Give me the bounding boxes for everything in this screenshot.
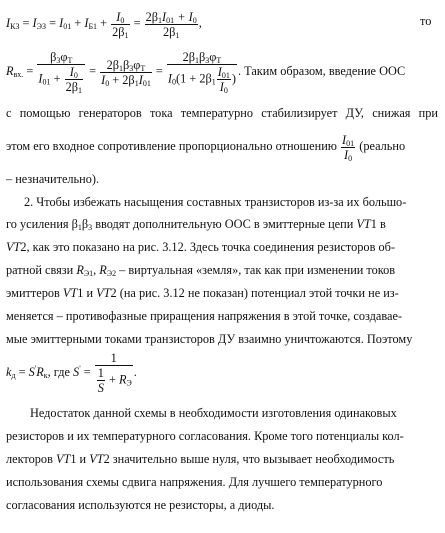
eq1-eq: = (19, 16, 33, 30)
eq1-frac1-den: 2β (112, 24, 125, 39)
p2-l3-vt2: VT (6, 240, 21, 254)
para2-line2 (6, 217, 438, 232)
eq3-num: 1 (110, 351, 117, 366)
eq1-t4: I (84, 16, 89, 30)
p2-l2-a: го усиления β (6, 217, 78, 231)
eq2-f1-num: β (50, 50, 57, 65)
equation-input-current (6, 6, 438, 40)
p2-l4-c: – виртуальная «земля», так как при изменении токов (116, 263, 396, 277)
eq2-f3-num-c-sub: T (216, 56, 222, 66)
p2-l3-a: 2, как это показано на рис. 3.12. Здесь точка соединения резисторов об- (20, 240, 395, 254)
eq3-inner-den: S (97, 381, 104, 396)
p2-l5-b: 1 и (77, 286, 97, 300)
eq2-f1-num-sub: 3 (56, 56, 61, 66)
eq3-k-sub: д (11, 371, 16, 380)
eq2-f3-num-c: φ (209, 50, 217, 65)
eq1-plus2: + (97, 16, 111, 30)
eq1-frac2-num: 2β (145, 9, 159, 24)
eq2-f1-inner-num: I (69, 65, 74, 80)
p2-l4-r2-sub: Э2 (106, 269, 117, 278)
eq3-eq: = (15, 365, 29, 379)
eq1-frac2-num-b-sub: 01 (166, 15, 175, 25)
eq2-frac1 (37, 50, 85, 94)
eq1-plus: + (71, 16, 85, 30)
eq2-f2-num-b-sub: 3 (129, 63, 134, 73)
line4-frac-num-sub: 01 (346, 138, 355, 148)
eq2-f1-num-b-sub: T (67, 56, 73, 66)
eq2-f1-den-plus: + (50, 71, 64, 86)
eq2-f2-den-b: + 2β (109, 72, 135, 87)
eq3-s2-sup: ' (79, 364, 81, 373)
eq1-frac1-num: I (116, 9, 121, 24)
p2-l5-a: эмиттеров (6, 286, 63, 300)
eq1-frac1-den-sub: 1 (124, 30, 129, 40)
eq3-eq2: = (80, 365, 94, 379)
eq1-eq2: = (46, 16, 60, 30)
eq1-frac2-num-b: I (162, 9, 167, 24)
eq2-frac2 (100, 58, 152, 87)
eq3-where: , где (47, 365, 74, 379)
eq3-s: S (28, 365, 35, 379)
eq1-t4-sub: Б1 (88, 22, 98, 31)
eq3-s2: S (73, 365, 80, 379)
p2-l2-sub1: 1 (77, 223, 82, 232)
para3-line5: согласования используются не резисторы, а диоды. (6, 498, 275, 512)
eq1-frac2 (145, 10, 198, 39)
eq2-f3-num-b: β (199, 50, 206, 65)
eq2-f2-num-sub: 1 (119, 63, 124, 73)
eq3-inner-num: 1 (97, 366, 104, 381)
eq2-f1-inner-num-sub: 0 (73, 71, 78, 81)
line4-text-b: (реально (359, 139, 406, 153)
eq1-t2: I (32, 16, 37, 30)
p2-l2-b: β (81, 217, 89, 231)
eq1-frac2-num-c-sub: 0 (192, 15, 197, 25)
eq3-k: k (6, 365, 12, 379)
eq1-to: то (420, 14, 432, 28)
p2-l5-vt1: VT (62, 286, 78, 300)
p2-l2-c: вводят дополнительную ООС в эмиттерные цепи (92, 217, 357, 231)
eq2-f2-den-c-sub: 01 (142, 78, 151, 88)
eq1-frac2-den-sub: 1 (175, 30, 180, 40)
p2-l4-r1: R (76, 263, 84, 277)
eq2-f3-den-a-sub: 0 (172, 77, 177, 87)
eq2-f1-inner-frac (65, 65, 83, 94)
eq1-lhs: I (6, 16, 11, 30)
p2-l2-vt1: VT (356, 217, 371, 231)
eq1-eq3: = (130, 16, 144, 30)
p2-l4-r1-sub: Э1 (83, 269, 94, 278)
text-line-5: – незначительно). (6, 172, 100, 186)
eq2-f3-inner-num-sub: 01 (221, 71, 230, 81)
eq2-f3-inner-den: I (219, 80, 224, 95)
para3-line4: использования схемы сдвига напряжения. Для лучшего температурного (6, 475, 383, 489)
eq2-f3-den-close: ) (231, 71, 236, 86)
eq2-f3-num: 2β (182, 50, 195, 65)
p2-l4-r2: R (99, 263, 107, 277)
eq2-f3-den-b-sub: 1 (211, 77, 216, 87)
eq2-f2-num-b: β (123, 57, 130, 72)
para3-line3 (6, 452, 438, 467)
text-line-3: с помощью генераторов тока температурно стабилизирует ДУ, снижая при (6, 106, 438, 120)
eq1-t3: I (59, 16, 64, 30)
eq1-frac1 (111, 10, 129, 39)
eq2-f3-den-a: I (167, 71, 173, 86)
eq2-f3-den-b: (1 + 2β (176, 71, 212, 86)
eq3-frac (95, 351, 133, 395)
eq3-r: R (36, 365, 44, 379)
eq2-f1-den-a-sub: 01 (42, 77, 51, 87)
eq1-t3-sub: 01 (63, 22, 72, 31)
eq2-f2-den-b-sub: 1 (134, 78, 139, 88)
eq2-f2-den-a-sub: 0 (105, 78, 110, 88)
eq2-f2-num-c-sub: T (140, 63, 146, 73)
eq3-den-r-sub: Э (126, 378, 132, 388)
eq2-f2-num: 2β (106, 57, 120, 72)
para2-line7: мые эмиттерными токами транзисторов ДУ взаимно уничтожаются. Поэтому (6, 332, 413, 346)
eq2-f3-inner-den-sub: 0 (223, 86, 228, 96)
eq2-tail: . Таким образом, введение ООС (237, 64, 406, 78)
para2-line4 (6, 263, 438, 278)
eq2-f2-num-c: φ (133, 57, 141, 72)
eq2-f3-num-sub: 1 (195, 56, 199, 66)
p3-l3-b: 1 и (70, 452, 90, 466)
eq2-f1-inner-den: 2β (65, 80, 78, 95)
para2-line1: 2. Чтобы избежать насыщения составных транзисторов из-за их большо- (24, 195, 407, 209)
p3-l3-a: лекторов (6, 452, 56, 466)
eq2-f3-inner-num: I (217, 65, 222, 80)
para2-line6: меняется – противофазные приращения напряжения в этой точке, создавае- (6, 309, 403, 323)
eq3-inner-frac (97, 366, 105, 395)
para3-line1: Недостаток данной схемы в необходимости изготовления одинаковых (30, 406, 397, 420)
p2-l5-c: 2 (на рис. 3.12 не показан) потенциал этой точки не из- (110, 286, 399, 300)
equation-input-resistance: $R_{вх.}$ = $\beta_3\varphi_T$ $I_{01}$ + $\frac{I_0}{2\beta_1}$ = $\frac{2\beta_1\beta_3\varphi_T}{I_0 + 2\beta_1I_{01}}$ = $2\beta_1\beta_3\varphi_T$ $I_0(1 + 2\beta_1$ $\frac{I_{01}}{I_0}$ ) . Таким образом, введение ООС (6, 50, 406, 96)
p3-l3-c: 2 значительно выше нуля, что вызывает необходимость (103, 452, 395, 466)
eq1-frac1-num-sub: 0 (120, 15, 125, 25)
eq2-frac3 (167, 50, 237, 94)
p2-l2-sub2: 3 (88, 223, 93, 232)
line4-frac-den: I (344, 147, 349, 162)
eq1-frac2-den: 2β (162, 24, 176, 39)
p2-l5-vt2: VT (96, 286, 111, 300)
para2-line3 (6, 240, 438, 255)
eq1-frac2-num-sub: 1 (158, 15, 163, 25)
p3-l3-vt1: VT (55, 452, 71, 466)
line4-ratio-frac (341, 133, 355, 162)
line4-frac-num: I (342, 132, 347, 147)
equation-gain (6, 350, 438, 394)
eq2-f2-den-c: I (138, 72, 143, 87)
text-line-4 (6, 124, 438, 168)
p2-l4-a: ратной связи (6, 263, 77, 277)
eq3-den-plus: + (105, 372, 119, 387)
eq2-f1-den-a: I (38, 71, 43, 86)
para3-line2: резисторов и их температурного согласования. Кроме того потенциалы кол- (6, 429, 404, 443)
line4-text: этом его входное сопротивление пропорционально отношению (6, 139, 337, 153)
eq2-lhs-sub: вх. (13, 70, 24, 79)
eq2-f3-inner-frac (217, 65, 231, 94)
line4-frac-den-sub: 0 (348, 153, 353, 163)
eq1-tail: , (198, 16, 202, 30)
para2-line5 (6, 286, 438, 301)
eq3-s-sup: ' (34, 364, 37, 373)
eq3-r-sub: к (43, 371, 48, 380)
eq2-f3-num-b-sub: 3 (205, 56, 210, 66)
eq2-lhs: R (6, 64, 14, 78)
p2-l2-vt1n: 1 в (370, 217, 386, 231)
p3-l3-vt2: VT (89, 452, 104, 466)
eq2-f2-den-a: I (101, 72, 106, 87)
eq2-f1-num-b: φ (60, 50, 68, 65)
eq2-f1-inner-den-sub: 1 (78, 86, 82, 96)
eq1-t2-sub: ЭЗ (36, 22, 47, 31)
eq1-lhs-sub: КЗ (10, 22, 20, 31)
eq3-tail: . (133, 365, 137, 379)
p2-l4-b: , (93, 263, 100, 277)
eq1-frac2-num-c: + I (174, 9, 193, 24)
eq3-den-r: R (118, 372, 127, 387)
